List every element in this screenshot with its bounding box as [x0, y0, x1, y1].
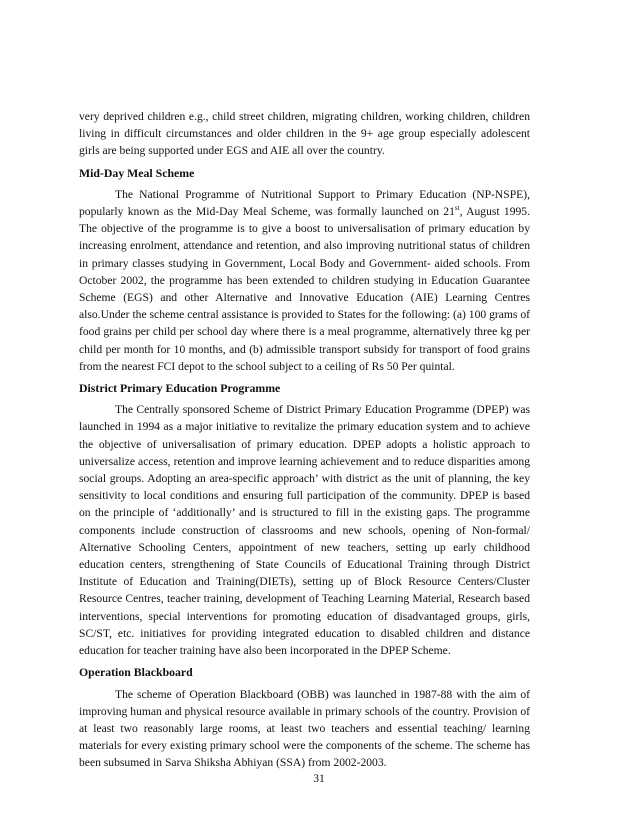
- dpep-paragraph: The Centrally sponsored Scheme of District Primary Education Programme (DPEP) was launched in 1994 as a major initiative to revitalize the primary education system and to achieve the objective of universalisation of primary education. DPEP adopts a holistic approach to universalize access, retention and improve learning achievement and to reduce disparities among social groups. Adopting an area-specific approach’ with district as the unit of planning, the key sensitivity to local conditions and ensuring full participation of the community. DPEP is based on the principle of ‘additionally’ and is structured to fill in the existing gaps. The programme components include construction of classrooms and new schools, opening of Non-formal/ Alternative Schooling Centers, appointment of new teachers, setting up early childhood education centers, strengthening of State Councils of Educational Training through District Institute of Education and Training(DIETs), setting up of Block Resource Centers/Cluster Resource Centres, teacher training, development of Teaching Learning Material, Research based interventions, special interventions for promoting education of disadvantaged groups, girls, SC/ST, etc. initiatives for providing integrated education to disabled children and distance education for teacher training have also been incorporated in the DPEP Scheme.: [79, 403, 530, 658]
- document-page: [79, 108, 530, 777]
- page-number: 31: [313, 772, 325, 785]
- mid-day-meal-text-b: , August 1995. The objective of the programme is to give a boost to universalisation of primary education by increasing enrolment, attendance and retention, and also improving nutritional status of children in primary classes studying in Government, Local Body and Government- aided schools. From October 2002, the programme has been extended to children studying in Education Guarantee Scheme (EGS) and other Alternative and Innovative Education (AIE) Learning Centres also.Under the scheme central assistance is provided to States for the following: (a) 100 grams of food grains per child per school day where there is a meal programme, alternatively three kg per child per month for 10 months, and (b) admissible transport subsidy for transport of food grains from the nearest FCI depot to the school subject to a ceiling of Rs 50 Per quintal.: [79, 205, 530, 373]
- operation-blackboard-paragraph: The scheme of Operation Blackboard (OBB) was launched in 1987-88 with the aim of improving human and physical resource available in primary schools of the country. Provision of at least two reasonably large rooms, at least two teachers and essential teaching/ learning materials for every existing primary school were the components of the scheme. The scheme has been subsumed in Sarva Shiksha Abhiyan (SSA) from 2002-2003.: [79, 687, 530, 770]
- mid-day-meal-paragraph: [79, 186, 530, 375]
- dpep-heading: District Primary Education Programme: [79, 381, 281, 396]
- intro-paragraph: very deprived children e.g., child street children, migrating children, working children, children living in difficult circumstances and older children in the 9+ age group especially adolescent girls are being supported under EGS and AIE all over the country.: [79, 110, 530, 158]
- operation-blackboard-heading: Operation Blackboard: [79, 665, 193, 680]
- mid-day-meal-heading: Mid-Day Meal Scheme: [79, 165, 195, 180]
- mid-day-meal-text-a: The National Programme of Nutritional Support to Primary Education (NP-NSPE), popularly known as the Mid-Day Meal Scheme, was formally launched on 21: [79, 187, 530, 219]
- ordinal-superscript: st: [454, 204, 460, 213]
